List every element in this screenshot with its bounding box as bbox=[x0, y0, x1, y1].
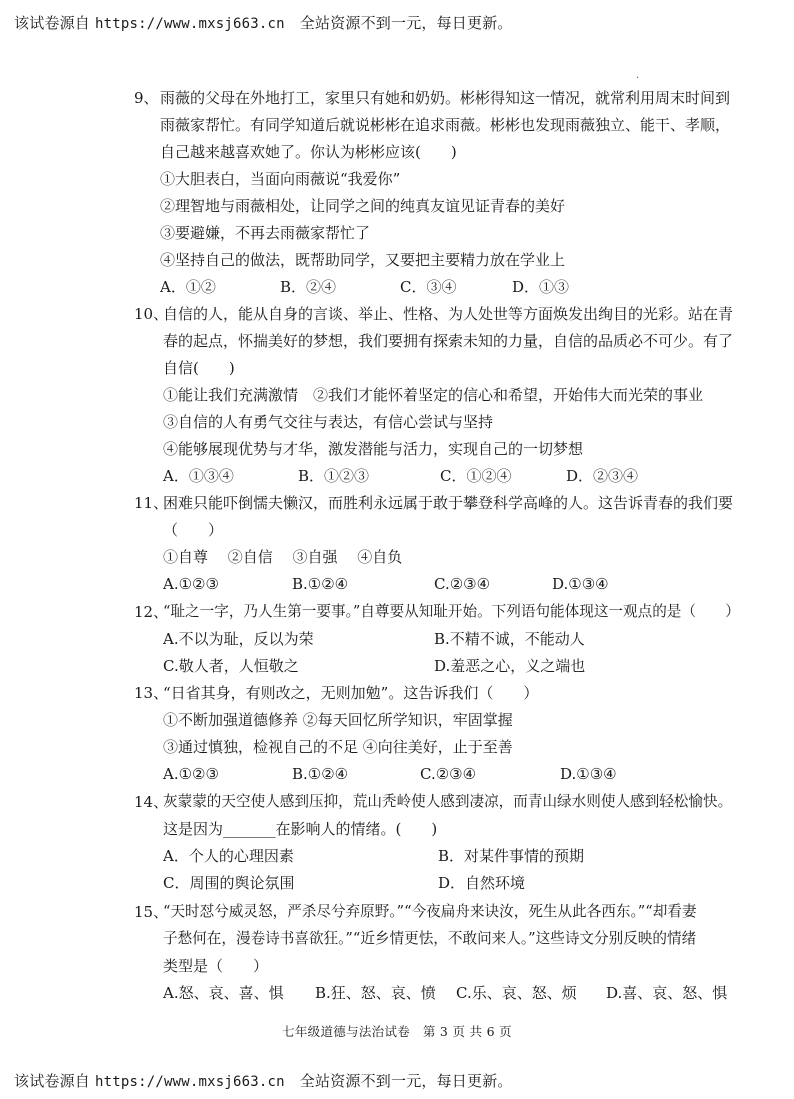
q13-option-a[interactable]: A.①②③ bbox=[163, 765, 219, 783]
q10-stem-line-3: 自信( ) bbox=[163, 359, 235, 377]
q12-option-d[interactable]: D.羞恶之心，义之端也 bbox=[434, 657, 586, 675]
q13-item-2: ③通过慎独，检视自己的不足 ④向往美好，止于至善 bbox=[163, 738, 513, 756]
q10-option-a[interactable]: A．①③④ bbox=[163, 467, 234, 485]
q15-option-b[interactable]: B.狂、怒、哀、愤 bbox=[315, 984, 436, 1002]
q9-item-1: ①大胆表白，当面向雨薇说“我爱你” bbox=[160, 170, 401, 188]
q14-stem-line-2: 这是因为_______在影响人的情绪。( ) bbox=[163, 820, 438, 838]
q11-option-b[interactable]: B.①②④ bbox=[292, 575, 349, 593]
q9-option-a[interactable]: A．①② bbox=[160, 278, 216, 296]
q14-option-b[interactable]: B．对某件事情的预期 bbox=[438, 847, 585, 865]
q14-number: 14、 bbox=[134, 793, 169, 811]
page-footer: 七年级道德与法治试卷 第 3 页 共 6 页 bbox=[282, 1024, 512, 1039]
q9-option-d[interactable]: D．①③ bbox=[512, 278, 570, 296]
q14-stem-line-1: 灰蒙蒙的天空使人感到压抑，荒山秃岭使人感到凄凉，而青山绿水则使人感到轻松愉快。 bbox=[163, 793, 733, 810]
q13-number: 13、 bbox=[134, 684, 169, 702]
q11-option-a[interactable]: A.①②③ bbox=[163, 575, 219, 593]
q10-item-1: ①能让我们充满激情 ②我们才能怀着坚定的信心和希望，开始伟大而光荣的事业 bbox=[163, 386, 704, 404]
q15-stem-line-2: 子愁何在，漫卷诗书喜欲狂。”“近乡情更怯，不敢问来人。”这些诗文分别反映的情绪 bbox=[163, 930, 697, 947]
q14-option-d[interactable]: D．自然环境 bbox=[438, 874, 526, 892]
q14-option-a[interactable]: A．个人的心理因素 bbox=[163, 847, 294, 865]
banner-prefix: 该试卷源自 bbox=[14, 1072, 91, 1090]
q9-item-4: ④坚持自己的做法，既帮助同学，又要把主要精力放在学业上 bbox=[160, 251, 566, 269]
q13-option-b[interactable]: B.①②④ bbox=[292, 765, 349, 783]
q10-option-b[interactable]: B．①②③ bbox=[298, 467, 370, 485]
q9-item-2: ②理智地与雨薇相处，让同学之间的纯真友谊见证青春的美好 bbox=[160, 197, 566, 215]
q15-option-d[interactable]: D.喜、哀、怒、惧 bbox=[606, 984, 728, 1002]
q15-number: 15、 bbox=[134, 903, 169, 921]
q12-number: 12、 bbox=[134, 603, 169, 621]
q9-stem-line-1: 雨薇的父母在外地打工，家里只有她和奶奶。彬彬得知这一情况，就常利用周末时间到 bbox=[160, 89, 731, 107]
q11-option-d[interactable]: D.①③④ bbox=[552, 575, 609, 593]
q11-stem-line-2: （ ） bbox=[163, 521, 224, 539]
q14-option-c[interactable]: C．周围的舆论氛围 bbox=[163, 874, 295, 892]
q12-option-a[interactable]: A.不以为耻，反以为荣 bbox=[163, 630, 314, 648]
banner-url[interactable]: https://www.mxsj663.cn bbox=[94, 1074, 285, 1090]
q13-option-c[interactable]: C.②③④ bbox=[420, 765, 477, 783]
q15-stem-line-3: 类型是（ ） bbox=[163, 957, 269, 975]
q11-stem-line-1: 困难只能吓倒懦夫懒汉，而胜利永远属于敢于攀登科学高峰的人。这告诉青春的我们要 bbox=[163, 494, 734, 512]
q10-number: 10、 bbox=[134, 305, 169, 323]
q10-option-d[interactable]: D．②③④ bbox=[566, 467, 639, 485]
q10-item-2: ③自信的人有勇气交往与表达，有信心尝试与坚持 bbox=[163, 413, 494, 431]
q11-item-1: ①自尊 ②自信 ③自强 ④自负 bbox=[163, 548, 403, 566]
scan-dot: . bbox=[636, 70, 640, 81]
q12-option-c[interactable]: C.敬人者，人恒敬之 bbox=[163, 657, 299, 675]
q13-item-1: ①不断加强道德修养 ②每天回忆所学知识，牢固掌握 bbox=[163, 711, 513, 729]
q12-stem-line-1: “耻之一字，乃人生第一要事。”自尊要从知耻开始。下列语句能体现这一观点的是（ ） bbox=[163, 603, 740, 620]
banner-prefix: 该试卷源自 bbox=[14, 14, 91, 32]
source-banner-bottom bbox=[14, 1070, 513, 1091]
q10-stem-line-1: 自信的人，能从自身的言谈、举止、性格、为人处世等方面焕发出绚目的光彩。站在青 bbox=[163, 305, 734, 323]
q9-option-c[interactable]: C．③④ bbox=[400, 278, 457, 296]
q9-number: 9、 bbox=[134, 89, 159, 107]
q13-stem-line-1: “日省其身，有则改之，无则加勉”。这告诉我们（ ） bbox=[163, 684, 539, 702]
q9-stem-line-3: 自己越来越喜欢她了。你认为彬彬应该( ) bbox=[160, 143, 457, 161]
q15-option-c[interactable]: C.乐、哀、怒、烦 bbox=[456, 984, 577, 1002]
banner-suffix: 全站资源不到一元，每日更新。 bbox=[299, 1072, 513, 1090]
q13-option-d[interactable]: D.①③④ bbox=[560, 765, 617, 783]
q15-option-a[interactable]: A.怒、哀、喜、惧 bbox=[163, 984, 284, 1002]
q10-item-3: ④能够展现优势与才华，激发潜能与活力，实现自己的一切梦想 bbox=[163, 440, 584, 458]
banner-url[interactable]: https://www.mxsj663.cn bbox=[94, 16, 285, 32]
q10-stem-line-2: 春的起点，怀揣美好的梦想，我们要拥有探索未知的力量，自信的品质必不可少。有了 bbox=[163, 332, 734, 350]
q9-option-b[interactable]: B．②④ bbox=[280, 278, 337, 296]
q9-stem-line-2: 雨薇家帮忙。有同学知道后就说彬彬在追求雨薇。彬彬也发现雨薇独立、能干、孝顺， bbox=[160, 116, 731, 134]
q11-option-c[interactable]: C.②③④ bbox=[434, 575, 491, 593]
q11-number: 11、 bbox=[134, 494, 169, 512]
banner-suffix: 全站资源不到一元，每日更新。 bbox=[299, 14, 513, 32]
q10-option-c[interactable]: C．①②④ bbox=[440, 467, 512, 485]
q9-item-3: ③要避嫌，不再去雨薇家帮忙了 bbox=[160, 224, 371, 242]
q15-stem-line-1: “天时怼兮威灵怒，严杀尽兮弃原野。”“今夜扁舟来诀汝，死生从此各西东。”“却看妻 bbox=[163, 903, 697, 920]
q12-option-b[interactable]: B.不精不诚，不能动人 bbox=[434, 630, 585, 648]
